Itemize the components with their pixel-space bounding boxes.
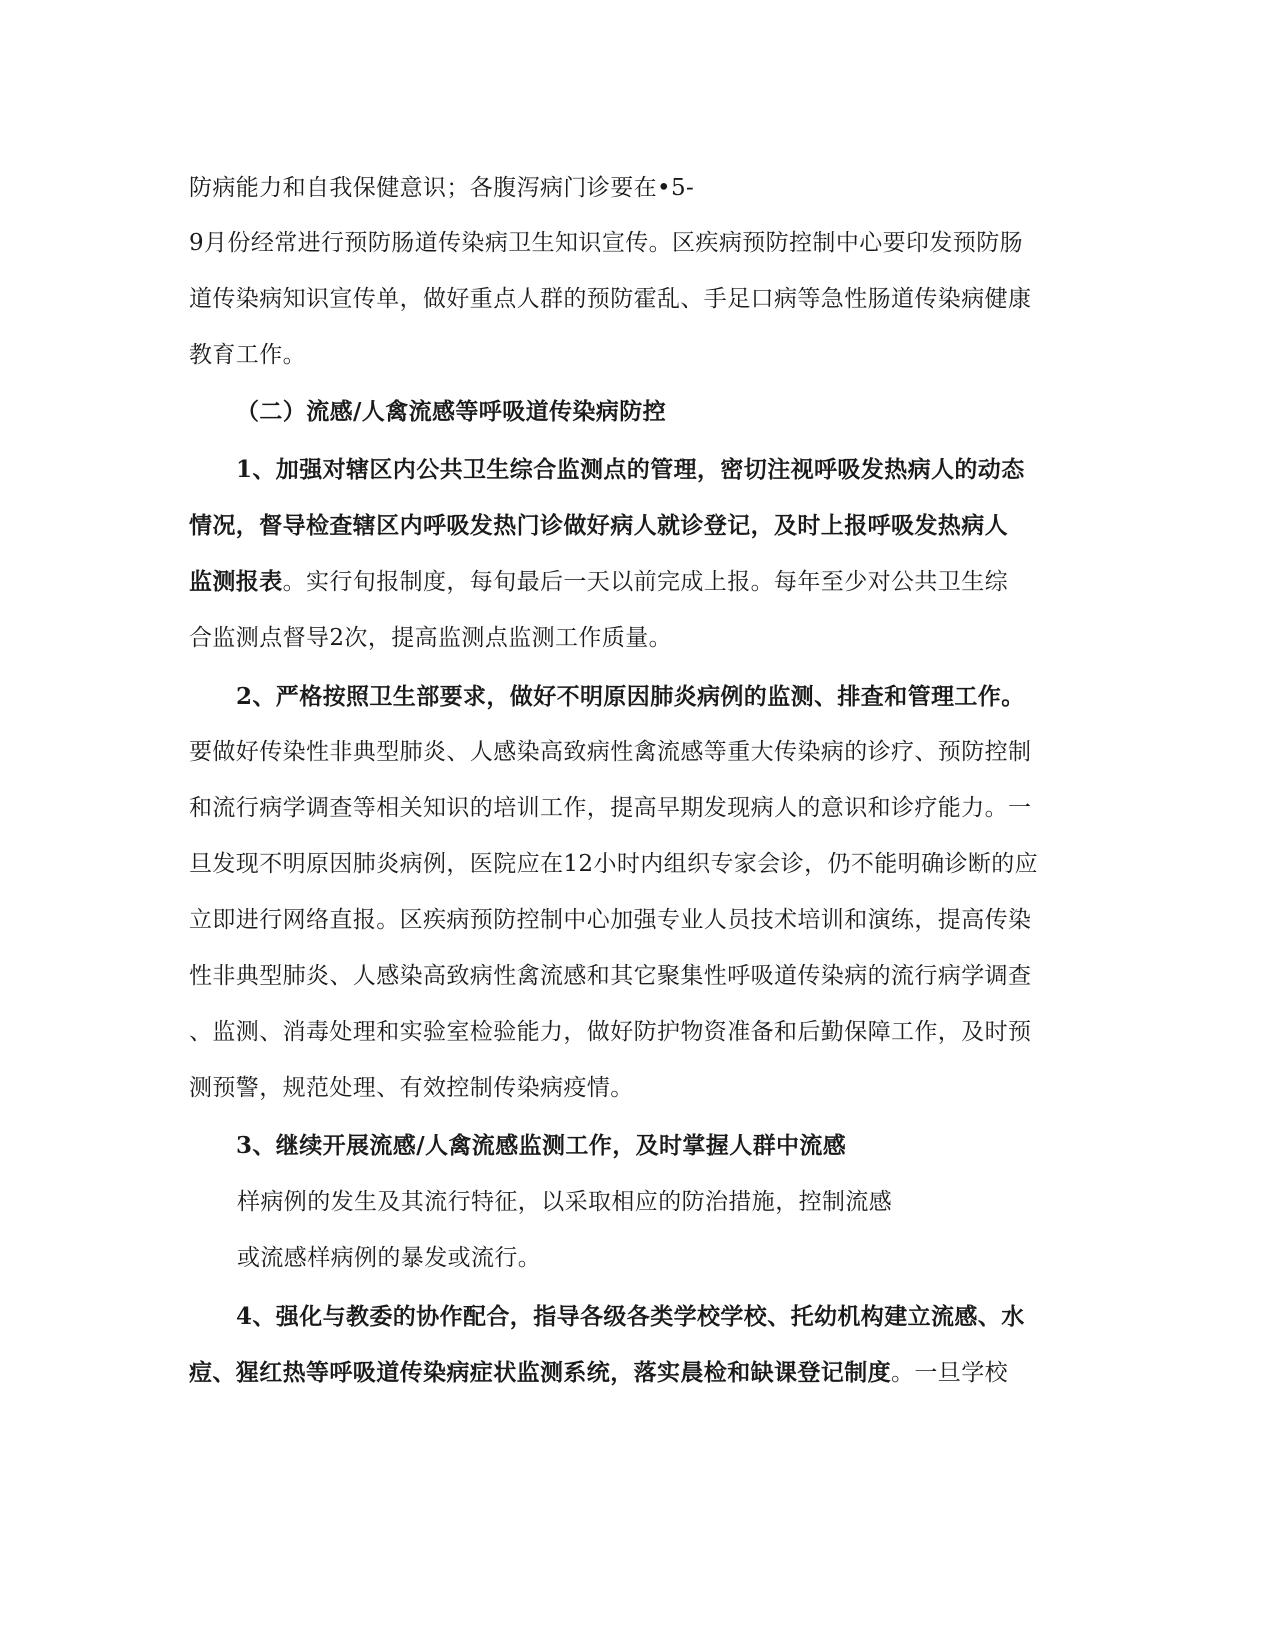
- text-run: 合监测点督导2次，提高监测点监测工作质量。: [189, 625, 673, 651]
- paragraph-line: [189, 905, 1031, 935]
- paragraph-line: [189, 961, 1031, 991]
- text-run: 情况，督导检查辖区内呼吸发热门诊做好病人就诊登记，及时上报呼吸发热病人: [189, 512, 1008, 539]
- paragraph-line: [189, 1073, 634, 1103]
- paragraph-line: [189, 284, 1031, 314]
- paragraph-line: [236, 1131, 846, 1161]
- text-run: 监测报表: [189, 568, 283, 595]
- text-run: 旦发现不明原因肺炎病例，医院应在12小时内组织专家会诊，仍不能明确诊断的应: [189, 851, 1039, 877]
- text-run: 。一旦学校: [891, 1360, 1008, 1386]
- text-run: 、监测、消毒处理和实验室检验能力，做好防护物资准备和后勤保障工作，及时预: [189, 1019, 1032, 1045]
- text-run: 4、强化与教委的协作配合，指导各级各类学校学校、托幼机构建立流感、水: [236, 1303, 1025, 1330]
- text-run: 或流感样病例的暴发或流行。: [237, 1245, 542, 1271]
- paragraph-line: [189, 567, 1008, 597]
- paragraph-line: [189, 1358, 1008, 1388]
- text-run: 防病能力和自我保健意识；各腹泻病门诊要在•5-: [189, 175, 695, 201]
- text-run: 。实行旬报制度，每旬最后一天以前完成上报。每年至少对公共卫生综: [282, 569, 1009, 595]
- paragraph-line: [189, 737, 1031, 767]
- text-run: 道传染病知识宣传单，做好重点人群的预防霍乱、手足口病等急性肠道传染病健康: [189, 286, 1032, 312]
- text-run: 教育工作。: [189, 342, 306, 368]
- text-run: 3、继续开展流感/人禽流感监测工作，及时掌握人群中流感: [236, 1132, 847, 1159]
- section-heading: [236, 397, 666, 427]
- paragraph-line: [189, 173, 694, 203]
- paragraph-line: [189, 340, 306, 370]
- text-run: 样病例的发生及其流行特征，以采取相应的防治措施，控制流感: [237, 1189, 893, 1215]
- paragraph-line: [189, 793, 1031, 823]
- paragraph-line: [189, 511, 1008, 541]
- paragraph-line: [189, 1017, 1031, 1047]
- paragraph-line: [236, 455, 1025, 485]
- text-run: 痘、猩红热等呼吸道传染病症状监测系统，落实晨检和缺课登记制度: [189, 1359, 891, 1386]
- paragraph-line: [237, 1243, 541, 1273]
- paragraph-line: [189, 849, 1038, 879]
- section-heading-text: （二）流感/人禽流感等呼吸道传染病防控: [236, 398, 667, 425]
- paragraph-line: [237, 1187, 892, 1217]
- text-run: 2、严格按照卫生部要求，做好不明原因肺炎病例的监测、排查和管理工作。: [236, 683, 1025, 710]
- paragraph-line: [236, 1302, 1025, 1332]
- text-run: 要做好传染性非典型肺炎、人感染高致病性禽流感等重大传染病的诊疗、预防控制: [189, 739, 1032, 765]
- paragraph-line: [236, 682, 1025, 712]
- text-run: 立即进行网络直报。区疾病预防控制中心加强专业人员技术培训和演练，提高传染: [189, 907, 1032, 933]
- text-run: 性非典型肺炎、人感染高致病性禽流感和其它聚集性呼吸道传染病的流行病学调查: [189, 963, 1032, 989]
- paragraph-line: [189, 623, 672, 653]
- text-run: 测预警，规范处理、有效控制传染病疫情。: [189, 1075, 634, 1101]
- text-run: 1、加强对辖区内公共卫生综合监测点的管理，密切注视呼吸发热病人的动态: [236, 456, 1025, 483]
- text-run: 和流行病学调查等相关知识的培训工作，提高早期发现病人的意识和诊疗能力。一: [189, 795, 1032, 821]
- paragraph-line: [189, 228, 1023, 258]
- text-run: 9月份经常进行预防肠道传染病卫生知识宣传。区疾病预防控制中心要印发预防肠: [189, 230, 1024, 256]
